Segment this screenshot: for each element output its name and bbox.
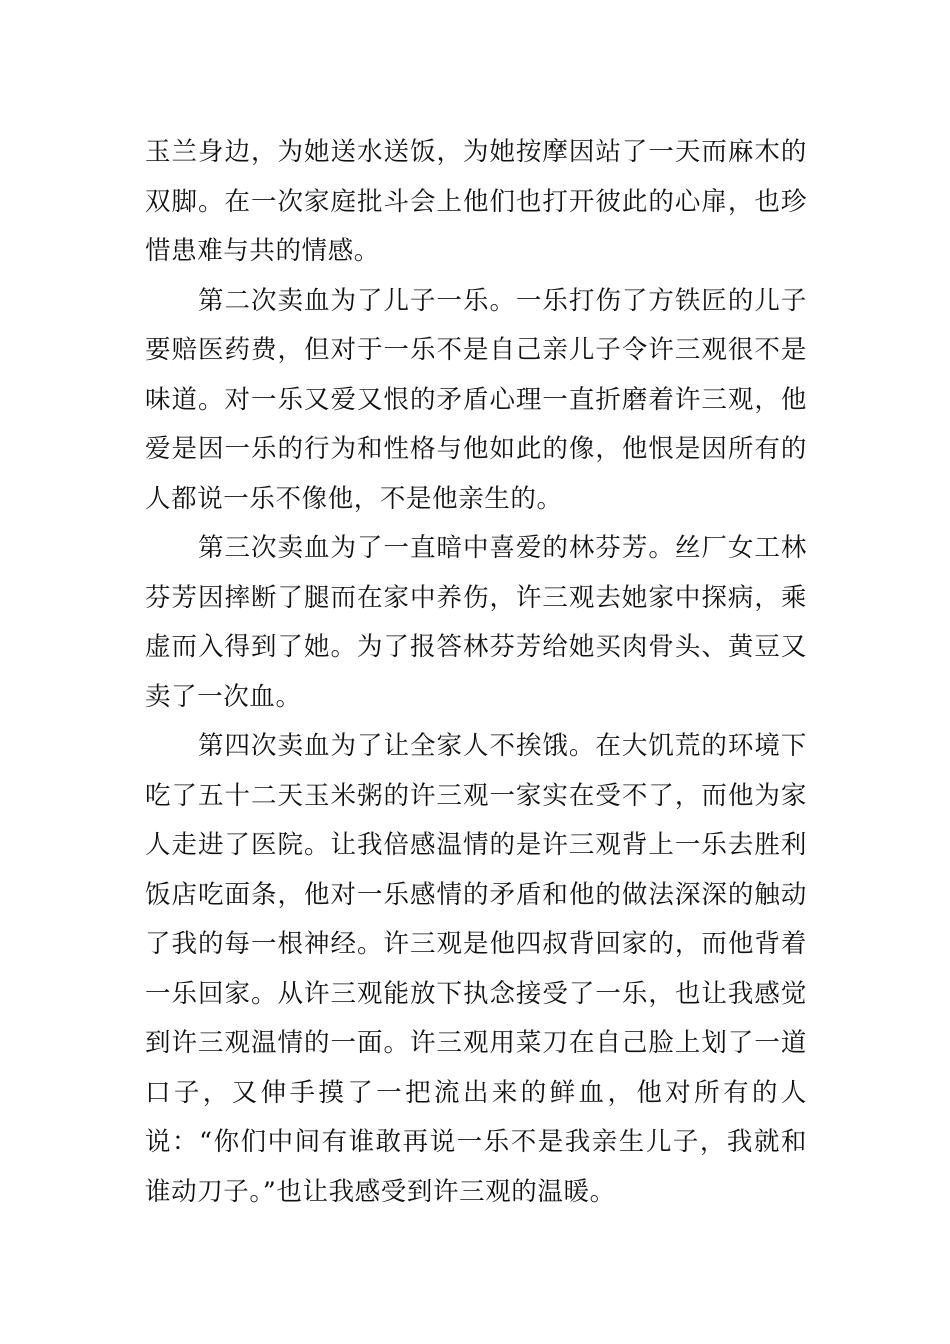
- paragraph-1: 玉兰身边，为她送水送饭，为她按摩因站了一天而麻木的双脚。在一次家庭批斗会上他们也打开彼此的心扉，也珍惜患难与共的情感。: [145, 137, 807, 266]
- paragraph-2: 第二次卖血为了儿子一乐。一乐打伤了方铁匠的儿子要赔医药费，但对于一乐不是自己亲儿子令许三观很不是味道。对一乐又爱又恨的矛盾心理一直折磨着许三观，他爱是因一乐的行为和性格与他如此的像，他恨是因所有的人都说一乐不像他，不是他亲生的。: [145, 285, 807, 514]
- paragraph-4: 第四次卖血为了让全家人不挨饿。在大饥荒的环境下吃了五十二天玉米粥的许三观一家实在受不了，而他为家人走进了医院。让我倍感温情的是许三观背上一乐去胜利饭店吃面条，他对一乐感情的矛盾和他的做法深深的触动了我的每一根神经。许三观是他四叔背回家的，而他背着一乐回家。从许三观能放下执念接受了一乐，也让我感觉到许三观温情的一面。许三观用菜刀在自己脸上划了一道口子，又伸手摸了一把流出来的鲜血，他对所有的人说：“你们中间有谁敢再说一乐不是我亲生儿子，我就和谁动刀子。”也让我感受到许三观的温暖。: [145, 731, 807, 1207]
- paragraph-3: 第三次卖血为了一直暗中喜爱的林芬芳。丝厂女工林芬芳因摔断了腿而在家中养伤，许三观去她家中探病，乘虚而入得到了她。为了报答林芬芳给她买肉骨头、黄豆又卖了一次血。: [145, 533, 807, 712]
- document-page: [145, 128, 807, 1217]
